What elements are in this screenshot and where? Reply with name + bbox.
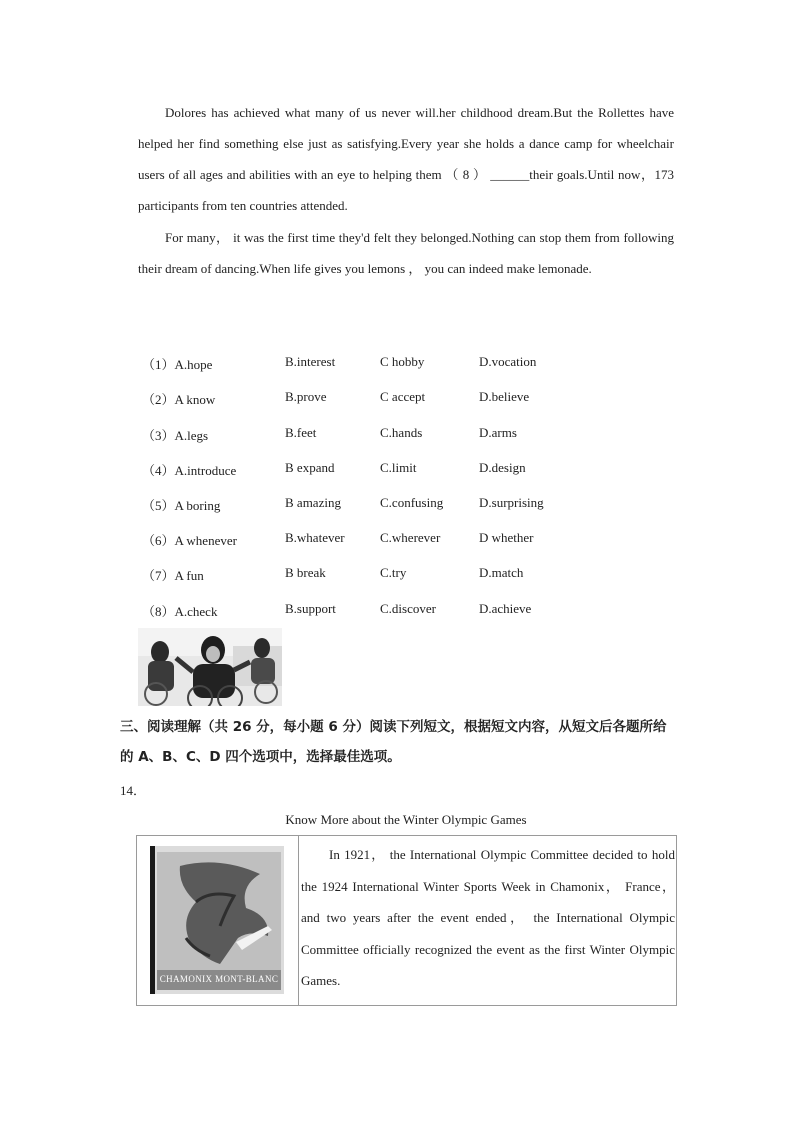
option-c: C accept xyxy=(380,389,426,404)
wheelchair-dancers-photo xyxy=(138,628,282,706)
option-d: D.design xyxy=(479,460,526,475)
option-a: （5）A boring xyxy=(142,498,221,513)
option-d: D whether xyxy=(479,530,534,545)
option-row-5 xyxy=(142,495,602,515)
poster-caption: CHAMONIX MONT-BLANC xyxy=(159,974,279,984)
table-text: In 1921， the International Olympic Committee decided to hold the 1924 International Winter Sports Week in Chamonix， France， and two years after the event ended， the International Olympic Committee officially recognized the event as the first Winter Olympic Games. xyxy=(301,847,675,988)
option-d: D.match xyxy=(479,565,524,580)
option-c: C.try xyxy=(380,565,407,580)
option-d: D.believe xyxy=(479,389,530,404)
option-row-7 xyxy=(142,565,602,585)
section-heading: 三、阅读理解（共 26 分，每小题 6 分）阅读下列短文，根据短文内容，从短文后各题所给的 A、B、C、D 四个选项中，选择最佳选项。 xyxy=(120,719,667,765)
option-a: （4）A.introduce xyxy=(142,463,237,478)
passage-paragraph-2: For many， it was the first time they'd felt they belonged.Nothing can stop them from following their dream of dancing.When life gives you lemons ， you can indeed make lemonade. xyxy=(138,230,674,276)
option-row-3 xyxy=(142,425,602,445)
option-d: D.surprising xyxy=(479,495,544,510)
table-caption: Know More about the Winter Olympic Games xyxy=(285,812,527,827)
option-a: （7）A fun xyxy=(142,568,204,583)
option-b: B.feet xyxy=(285,425,317,440)
table-divider xyxy=(298,836,299,1005)
option-a: （3）A.legs xyxy=(142,428,209,443)
option-b: B.prove xyxy=(285,389,327,404)
option-d: D.arms xyxy=(479,425,517,440)
option-d: D.achieve xyxy=(479,601,532,616)
passage-paragraph-1: Dolores has achieved what many of us never will.her childhood dream.But the Rollettes have helped her find something else just as satisfying.Every year she holds a dance camp for wheelchair users of all ages and abilities with an eye to helping them （ 8 ） ______their goals.Until now，173 participants from ten countries attended. xyxy=(138,105,674,213)
option-row-8 xyxy=(142,601,602,621)
option-c: C.wherever xyxy=(380,530,441,545)
option-a: （8）A.check xyxy=(142,604,218,619)
option-b: B amazing xyxy=(285,495,341,510)
option-b: B break xyxy=(285,565,326,580)
option-row-4 xyxy=(142,460,602,480)
chamonix-poster-image xyxy=(150,846,284,994)
question-number: 14． xyxy=(120,783,147,798)
option-d: D.vocation xyxy=(479,354,537,369)
option-b: B.support xyxy=(285,601,336,616)
option-a: （1）A.hope xyxy=(142,357,213,372)
option-c: C.limit xyxy=(380,460,417,475)
option-a: （2）A know xyxy=(142,392,216,407)
option-row-6 xyxy=(142,530,602,550)
option-a: （6）A whenever xyxy=(142,533,237,548)
option-b: B.whatever xyxy=(285,530,345,545)
option-c: C.hands xyxy=(380,425,423,440)
option-c: C hobby xyxy=(380,354,425,369)
option-c: C.discover xyxy=(380,601,436,616)
option-row-1 xyxy=(142,354,602,374)
option-b: B expand xyxy=(285,460,335,475)
info-table xyxy=(136,835,677,1006)
option-row-2 xyxy=(142,389,602,409)
option-b: B.interest xyxy=(285,354,336,369)
option-c: C.confusing xyxy=(380,495,444,510)
